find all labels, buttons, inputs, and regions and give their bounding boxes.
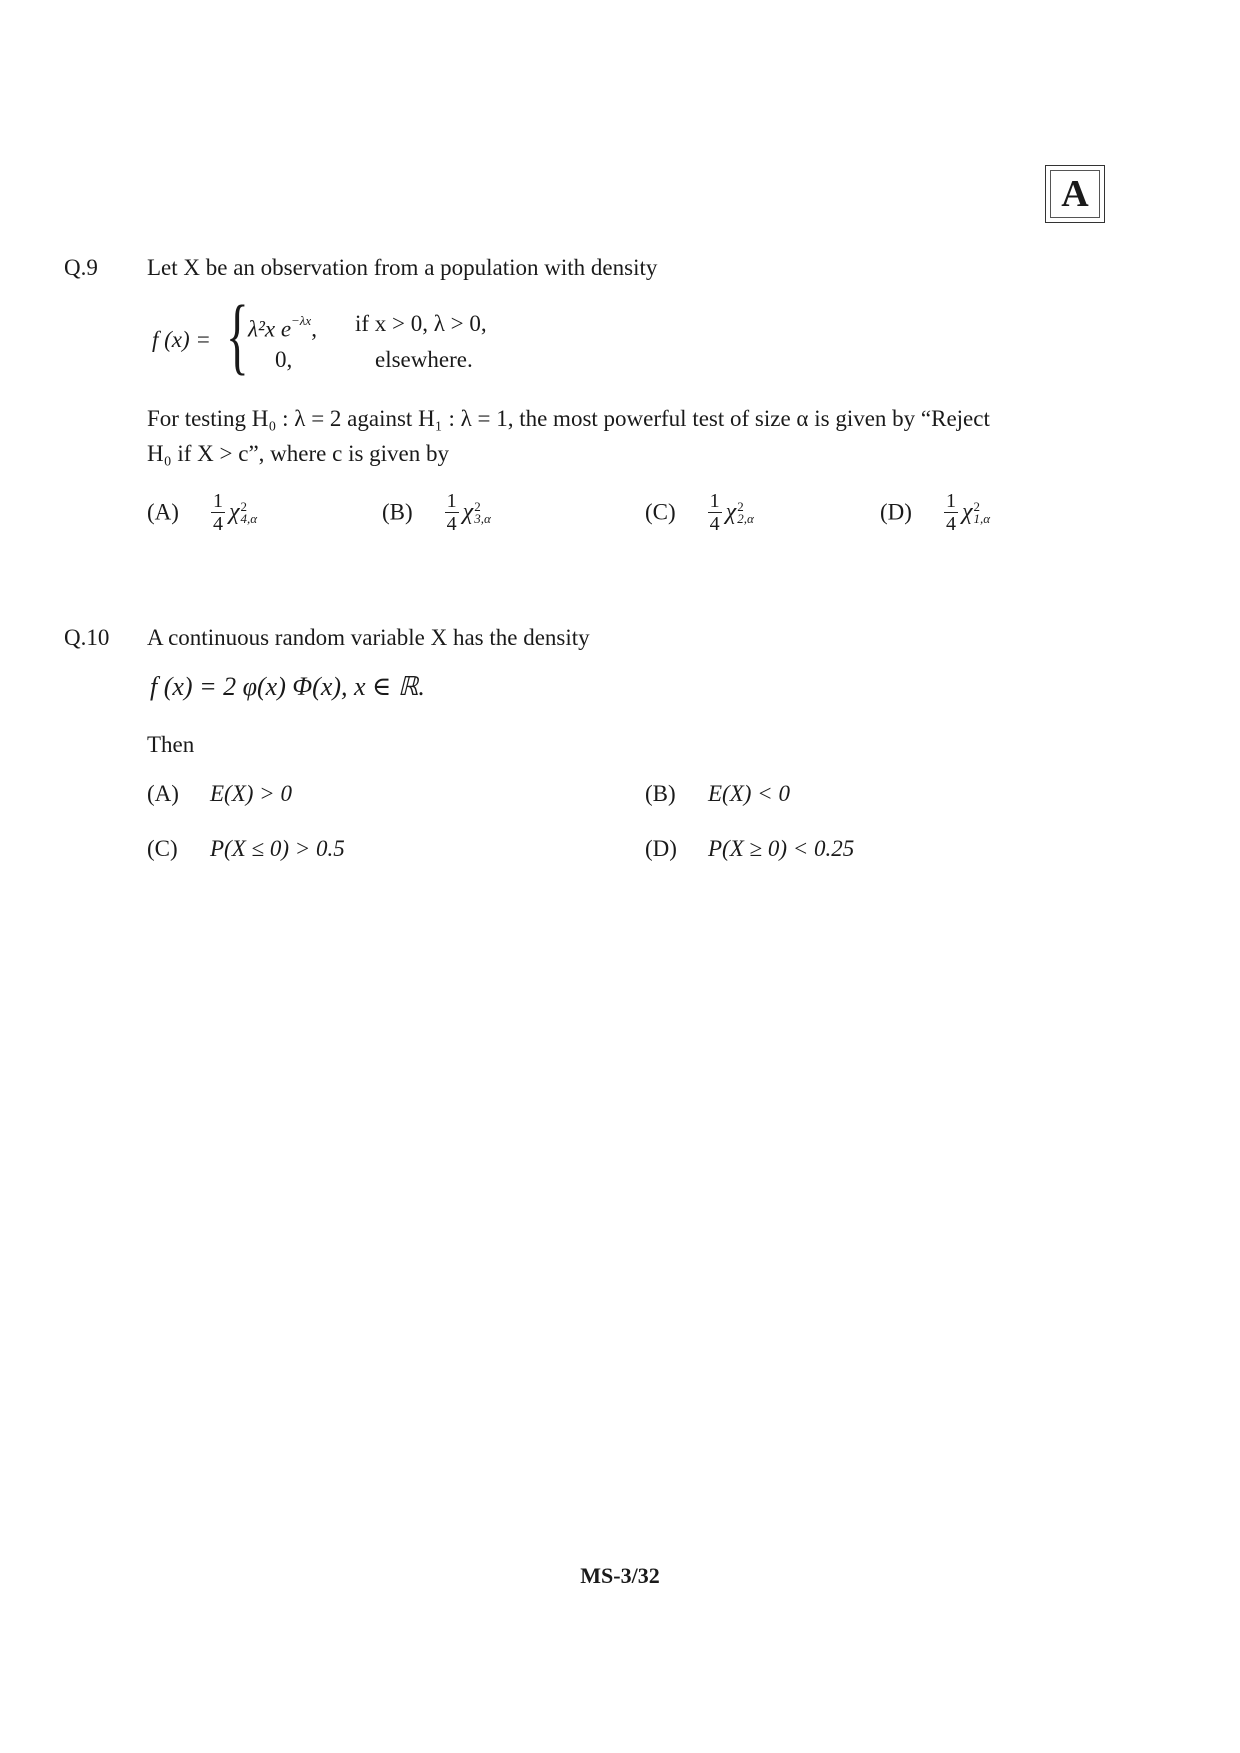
chi-symbol: χ: [228, 499, 240, 525]
chi-sub: 1,α: [973, 510, 991, 526]
fraction-denominator: 4: [945, 513, 956, 535]
fraction: [211, 490, 225, 535]
density-case1-exponent: −λx: [291, 313, 312, 328]
q9-option-b: [382, 490, 491, 535]
q10-equation: f (x) = 2 φ(x) Φ(x), x ∈ ℝ.: [150, 672, 425, 701]
chi-scripts: [240, 498, 258, 526]
chi-symbol: χ: [961, 499, 973, 525]
chi-sub: 3,α: [474, 510, 491, 526]
page-footer: MS-3/32: [580, 1563, 660, 1588]
chi-sub: 4,α: [240, 510, 258, 526]
q10-option-b-text: E(X) < 0: [708, 781, 790, 806]
q9-stem: Let X be an observation from a population with density: [147, 255, 658, 280]
q10-option-c-text: P(X ≤ 0) > 0.5: [210, 836, 345, 861]
density-case1-comma: ,: [311, 316, 317, 342]
q10-option-a-label: (A): [147, 781, 179, 806]
q9-line2: H₀ if X > c”, where c is given by: [147, 441, 450, 466]
option-label: (A): [147, 499, 179, 525]
chi-sup: 2: [474, 498, 481, 514]
chi-scripts: [737, 498, 754, 526]
chi-scripts: [973, 498, 991, 526]
density-case2-expr: 0,: [275, 347, 293, 372]
option-label: (D): [880, 499, 912, 525]
fraction-numerator: 1: [945, 490, 956, 512]
chi-sup: 2: [737, 498, 744, 514]
fraction-numerator: 1: [709, 490, 720, 512]
fraction-denominator: 4: [446, 513, 457, 535]
fraction: [944, 490, 958, 535]
fraction-denominator: 4: [709, 513, 720, 535]
q10-option-d-text: P(X ≥ 0) < 0.25: [708, 836, 855, 861]
q9-density: [150, 287, 550, 383]
density-case1-condition: if x > 0, λ > 0,: [355, 311, 487, 336]
q10-option-d-label: (D): [645, 836, 677, 861]
q10-stem: A continuous random variable X has the density: [147, 625, 590, 650]
q10-number: Q.10: [64, 625, 110, 650]
set-label-box: [1045, 165, 1105, 223]
density-case1-expr: [248, 310, 317, 344]
chi-sub: 2,α: [737, 510, 754, 526]
density-case2-condition: elsewhere.: [375, 347, 473, 372]
chi-scripts: [474, 498, 491, 526]
q9-option-a: [147, 490, 257, 535]
q9-option-c: [645, 490, 754, 535]
density-case1-base: λ²x e: [248, 316, 292, 342]
fraction-denominator: 4: [212, 513, 223, 535]
set-label: A: [1050, 170, 1100, 218]
chi-symbol: χ: [725, 499, 737, 525]
fraction: [445, 490, 459, 535]
option-label: (C): [645, 499, 676, 525]
fraction: [708, 490, 722, 535]
chi-sup: 2: [973, 498, 980, 514]
q10-option-c-label: (C): [147, 836, 178, 861]
q10-option-b-label: (B): [645, 781, 676, 806]
q9-number: Q.9: [64, 255, 98, 280]
fraction-numerator: 1: [446, 490, 457, 512]
q9-line1: For testing H₀ : λ = 2 against H₁ : λ = 1, the most powerful test of size α is given by “Reject: [147, 406, 990, 431]
option-label: (B): [382, 499, 413, 525]
density-lhs: f (x) =: [152, 327, 211, 352]
q10-option-a-text: E(X) > 0: [210, 781, 292, 806]
fraction-numerator: 1: [212, 490, 223, 512]
q10-then: Then: [147, 732, 195, 757]
density-brace: {: [226, 287, 249, 383]
chi-symbol: χ: [462, 499, 474, 525]
chi-sup: 2: [240, 498, 247, 514]
q9-option-d: [880, 490, 990, 535]
